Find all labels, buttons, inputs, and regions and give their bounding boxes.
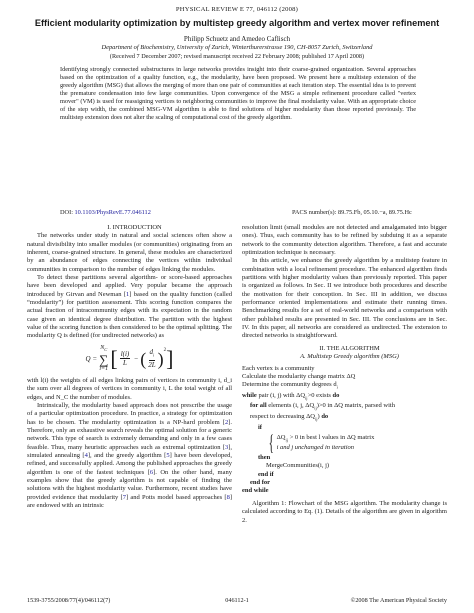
intro-paragraph-3: with l(i) the weights of all edges linking pairs of vertices in community i, d_i the sum over all degrees of vertices in community i, L the total weight of all edges, and N_C the number of modules. [27,376,232,401]
intro-paragraph-2 [27,274,232,341]
running-header: PHYSICAL REVIEW E 77, 046112 (2008) [175,6,299,13]
algo-endwhile: end while [242,487,269,495]
text: Intrinsically, the modularity based approach does not prescribe the usage of a particular optimization procedure. In practice, a strategy for optimization has to be chosen. The modularity optimization is a NP-hard problem [ [27,401,232,426]
algorithm-listing [242,365,447,496]
text: ) [317,413,322,421]
subscript: ij [315,416,318,422]
citation-link[interactable]: 5 [166,451,170,459]
brace: { [268,430,274,456]
affiliation: Department of Biochemistry, University of Zurich, Winterthurerstrasse 190, CH-8057 Zurich, Switzerland [101,44,373,51]
text: ] are endowed with an intrinsic [27,493,232,509]
text: >0 exists [307,391,333,399]
text: To detect these partitions several algorithm- or score-based approaches have been developed and applied. Very popular became the approach introduced by Girvan and Newman [ [27,274,232,298]
subscript: ij [314,405,317,411]
citation-link[interactable]: 8 [226,493,230,501]
doi-label: DOI: [60,209,73,216]
text: ]. Therefore, only an exhaustive search reveals the optimal solution for a generic network. This type of search is extremely demanding and only in a few cases feasible. Thus, many heuristic approaches such as extremal optimization [ [27,418,232,451]
authors: Philipp Schuetz and Amedeo Caflisch [183,35,291,43]
fraction-l-over-L [120,350,131,368]
intro-paragraph-1: The networks under study in natural and social sciences often show a natural divisibility into smaller modules (or communities) originating from an inherent, coarse-grained structure. In general, these modules are characterized by an abundance of edges connecting the vertices within individual communities in comparison to the number of edges linking the modules. [27,232,232,273]
fraction-d-over-2L [148,348,155,369]
algo-endif: end if [258,470,274,478]
text: )>0 in ΔQ matrix, parsed with [316,402,395,410]
footer-issn: 1539-3755/2008/77(4)/046112(7) [27,597,111,604]
keyword: do [321,413,329,421]
citation-link[interactable]: 2 [224,418,229,426]
sum-upper-sub: C [104,347,108,353]
citation-link[interactable]: 3 [224,443,229,451]
text: ], simulated annealing [ [27,443,232,459]
paper-title: Efficient modularity optimization by multistep greedy algorithm and vertex mover refinement [34,18,440,28]
algo-condition [242,432,447,454]
text: elements (i, j, ΔQ [266,402,315,410]
keyword: for all [250,402,267,410]
citation-link[interactable]: 4 [84,451,88,459]
algo-for [242,402,447,413]
keyword: do [332,391,340,399]
citation-link[interactable]: 7 [122,493,126,501]
footer-page-number: 046112-1 [225,597,249,604]
left-column [27,224,232,510]
text: ], and the greedy algorithm [ [87,451,167,459]
citation-link[interactable]: 6 [149,468,154,476]
pacs-numbers: PACS number(s): 89.75.Fb, 05.10.−a, 89.75.Hc [292,209,412,216]
intro-paragraph-4 [27,402,232,510]
abstract: Identifying strongly connected substructures in large networks provides insight into their coarse-grained organization. Several approaches based on the optimization of a quality function, e.g., the modularity, have been proposed. We present here a multistep extension of the greedy algorithm (MSG) that allows the merging of more than one pair of communities at each iteration step. The essential idea is to prevent the premature condensation into few large communities. Upon convergence of the MSG a simple refinement procedure called "vertex mover" (VM) is used for reassigning vertices to neighboring communities to improve the final modularity value. With an appropriate choice of the step width, the combined MSG-VM algorithm is able to find solutions of higher modularity than those reported previously. The multistep extension does not alter the scaling of computational cost of the greedy algorithm. [60,66,416,121]
algo-line: Calculate the modularity change matrix ΔQ [242,372,356,380]
algo-line [242,381,447,392]
denominator: 2L [148,361,156,369]
subscript: ij [305,395,308,401]
algo-endfor: end for [250,479,271,487]
text: respect to decreasing ΔQ [250,413,315,421]
text: pair (i, j) with ΔQ [256,391,306,399]
text: ] have been developed, refined, and successfully applied. Among the published approaches the greedy algorithm is one of the fastest techniques [ [27,451,232,476]
keyword: while [242,391,257,399]
footer-copyright: ©2008 The American Physical Society [350,597,447,604]
right-paragraph-1: resolution limit (small modules are not detected and amalgamated into bigger ones). Thus, each community has to be refined by subduing it as a separate network to the community detection algorithm. Therefore, a fast and accurate optimization technique is necessary. [242,224,447,257]
text: ] and Potts model based approaches [ [125,493,227,501]
sum-upper: N [100,345,105,352]
text: ΔQ [276,433,286,441]
subscript: ij [285,436,288,442]
text: ]. On the other hand, many examples show that the greedy algorithm is not capable of finding the solutions with the highest modularity value. Furthermore, recent studies have provided evidence that modularity [ [27,468,232,501]
subsection-heading-msg: A. Multistep Greedy algorithm (MSG) [300,353,399,361]
numerator: l(i) [120,349,130,358]
text: i and j unchanged in iteration [276,444,355,452]
equation-lhs: Q = [85,354,98,363]
denominator: L [123,359,127,368]
numerator-sub: i [153,352,155,358]
algo-merge: MergeCommunities(i, j) [266,462,330,470]
citation-link[interactable]: 1 [125,290,130,298]
text: ] based on the quality function (called “modularity”) for partition assessment. This scoring function compares the actual fraction of intracommunity edges with its expectation in the random case given an identical degree distribution. The partition with the highest value of the scoring function is then considered to be the optimal splitting. The modularity Q is defined (for undirected networks) as [27,290,232,340]
algo-then: then [258,454,271,462]
algo-while [242,392,447,403]
algorithm-caption: Algorithm 1: Flowchart of the MSG algorithm. The modularity change is calculated according to Eq. (1). Details of the algorithm are given in algorithm 2. [242,499,447,524]
text: > 0 in best l values in ΔQ matrix [287,433,375,441]
right-column [242,224,447,525]
numerator: d [149,348,154,357]
section-heading-introduction: I. INTRODUCTION [107,224,162,231]
modularity-equation: Q = $N_C$ ∑ i=1 [ $\frac{l(i)}{L}$ − ( $\frac{d_i}{2L}$ ) $^2$ ] [85,345,174,372]
doi-link[interactable]: 10.1103/PhysRevE.77.046112 [74,209,151,216]
summation-symbol: $N_C$ ∑ i=1 [99,345,109,372]
subscript: i [336,384,338,390]
exponent: 2 [163,347,167,353]
section-heading-algorithm: II. THE ALGORITHM [319,344,380,352]
right-paragraph-2: In this article, we enhance the greedy algorithm by a multistep feature in combination with a local refinement procedure. The enhanced algorithm finds partitions with higher modularity values than previously reported. This paper is organized as follows. In Sec. II we introduce both procedures and describe the motivation for their conception. In Sec. III in addition, we discuss performance oriented implementations and estimate their running times. Benchmarking results for a set of real-world networks and a comparison with other published results are presented in Sec. III. The conclusions are in Sec. IV. In this paper, all networks are considered as undirected. The extension to directed networks is straightforward. [242,257,447,340]
doi [60,209,151,216]
algo-if: if [258,423,262,431]
received-dates: (Received 7 December 2007; revised manuscript received 22 February 2008; published 17 April 2008) [109,53,365,60]
sum-lower: i=1 [99,365,109,372]
text: Determine the community degrees d [242,381,337,389]
algo-line: Each vertex is a community [242,364,315,372]
algo-for-cont [242,413,447,424]
